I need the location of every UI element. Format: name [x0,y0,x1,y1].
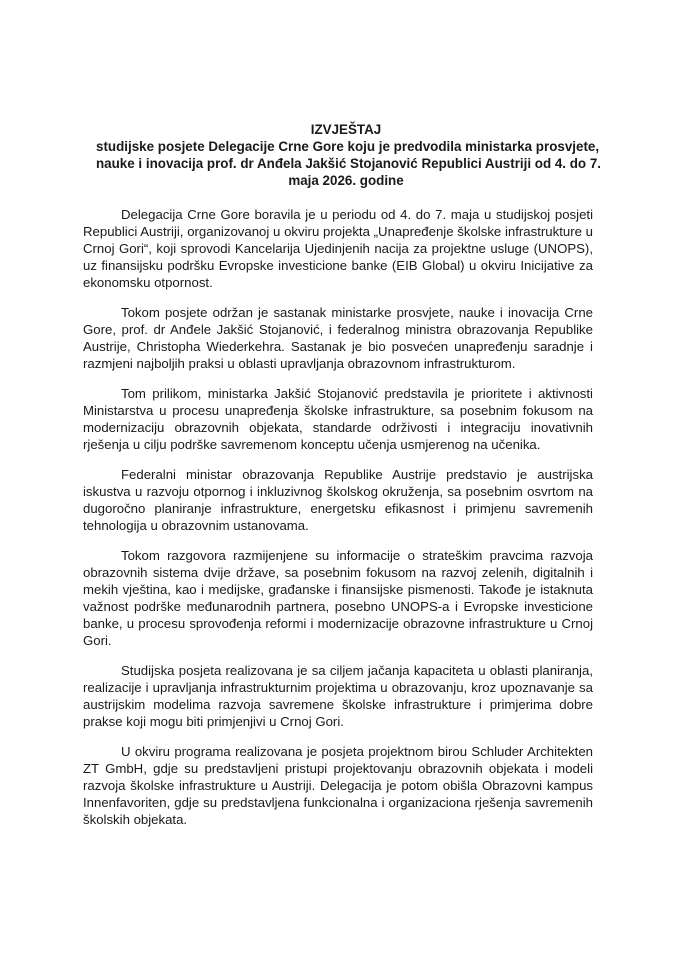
document-header [96,121,601,189]
paragraph-strategic-directions: Tokom razgovora razmijenjene su informacije o strateškim pravcima razvoja obrazovnih sistema dvije države, sa posebnim fokusom na razvoj zelenih, digitalnih i mekih vještina, kao i medijske, građanske i finansijske pismenosti. Takođe je istaknuta važnost podrške međunarodnih partnera, posebno UNOPS-a i Evropske investicione banke, u procesu sprovođenja reformi i modernizacije obrazovne infrastrukture u Crnoj Gori. [83,548,593,648]
document-subtitle-line: studijske posjete Delegacije Crne Gore koju je predvodila ministarka prosvjete, [96,139,600,154]
document-body [83,206,593,841]
paragraph-austrian-experience: Federalni ministar obrazovanja Republike Austrije predstavio je austrijska iskustva u razvoju otpornog i inkluzivnog školskog okruženja, sa posebnim osvrtom na dugoročno planiranje infrastrukture, energetsku efikasnost i primjenu savremenih tehnologija u obrazovnim ustanovama. [83,467,593,533]
paragraph-delegation-visit: Delegacija Crne Gore boravila je u periodu od 4. do 7. maja u studijskoj posjeti Republici Austriji, organizovanoj u okviru projekta „Unapređenje školske infrastrukture u Crnoj Gori“, koji sprovodi Kancelarija Ujedinjenih nacija za projektne usluge (UNOPS), uz finansijsku podršku Evropske investicione banke (EIB Global) u okviru Inicijative za ekonomsku otpornost. [83,207,593,290]
document-heading: IZVJEŠTAJ [310,122,382,137]
document-subtitle-line: maja 2026. godine [288,173,404,188]
paragraph-ministry-priorities: Tom prilikom, ministarka Jakšić Stojanović predstavila je prioritete i aktivnosti Ministarstva u procesu unapređenja školske infrastrukture, sa posebnim fokusom na modernizaciju obrazovnih objekata, standarde održivosti i integraciju inovativnih rješenja u cilju podrške savremenom konceptu učenja usmjerenog na učenika. [83,386,593,452]
document-subtitle-line: nauke i inovacija prof. dr Anđela Jakšić Stojanović Republici Austriji od 4. do 7. [96,156,601,171]
paragraph-program-visits: U okviru programa realizovana je posjeta projektnom birou Schluder Architekten ZT GmbH, gdje su predstavljeni pristupi projektovanju obrazovnih objekata i modeli razvoja školske infrastrukture u Austriji. Delegacija je potom obišla Obrazovni kampus Innenfavoriten, gdje su predstavljena funkcionalna i organizaciona rješenja savremenih školskih objekata. [83,744,593,827]
paragraph-visit-goals: Studijska posjeta realizovana je sa ciljem jačanja kapaciteta u oblasti planiranja, realizacije i upravljanja infrastrukturnim projektima u obrazovanju, kroz upoznavanje sa austrijskim modelima razvoja savremene školske infrastrukture i primjerima dobre prakse koji mogu biti primjenjivi u Crnoj Gori. [83,663,593,729]
paragraph-ministers-meeting: Tokom posjete održan je sastanak ministarke prosvjete, nauke i inovacija Crne Gore, prof. dr Anđele Jakšić Stojanović, i federalnog ministra obrazovanja Republike Austrije, Christopha Wiederkehra. Sastanak je bio posvećen unapređenju saradnje i razmjeni najboljih praksi u oblasti upravljanja obrazovnom infrastrukturom. [83,305,593,371]
